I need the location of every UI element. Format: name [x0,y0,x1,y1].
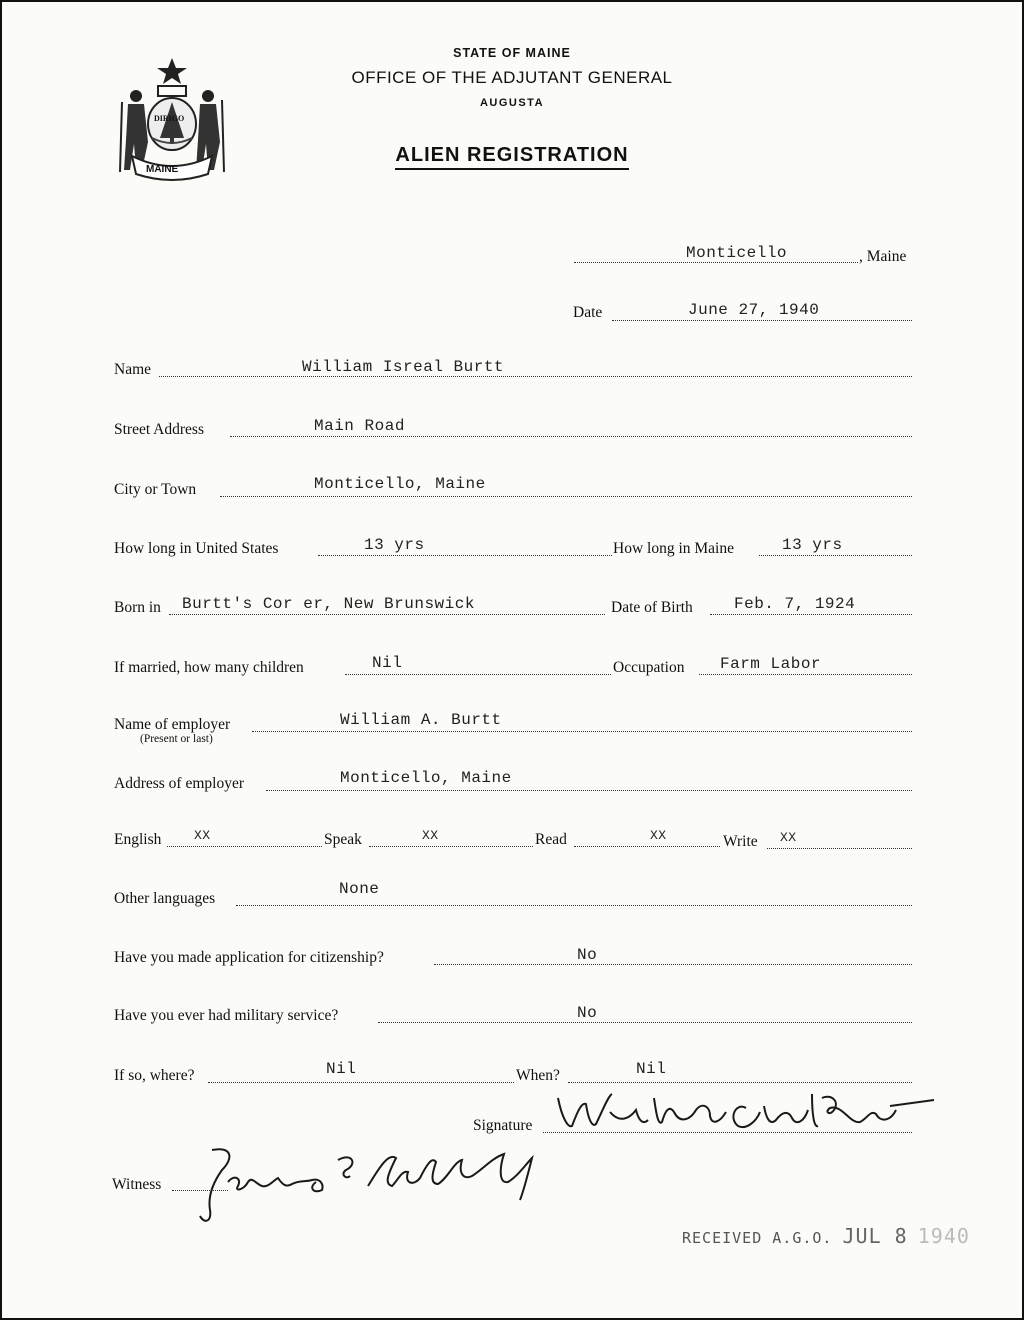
city-label: City or Town [114,481,197,498]
other-languages-value: None [339,880,380,898]
born-in-line [169,614,605,615]
seal-motto: DIRIGO [154,114,185,123]
military-line [378,1022,912,1023]
employer-label: Name of employer [114,716,231,733]
where-label: If so, where? [114,1067,195,1084]
street-value: Main Road [314,417,405,435]
stamp-year: 1940 [917,1224,970,1248]
citizenship-label: Have you made application for citizenship? [114,949,384,966]
place-line [574,262,858,263]
occupation-value: Farm Labor [720,655,822,673]
city-value: Monticello, Maine [314,475,486,493]
name-value: William Isreal Burtt [302,358,505,376]
employer-address-label: Address of employer [114,775,244,792]
place-value: Monticello [686,244,788,262]
dob-label: Date of Birth [611,599,693,616]
street-line [230,436,912,437]
speak-line [369,846,533,847]
where-value: Nil [326,1060,357,1078]
employer-line [252,731,912,732]
read-value: XX [650,828,667,843]
employer-address-line [266,790,912,791]
city-heading: AUGUSTA [479,97,545,109]
received-stamp [682,1224,970,1248]
how-long-maine-line [759,555,912,556]
children-line [345,674,611,675]
how-long-maine-label: How long in Maine [613,540,734,557]
dob-value: Feb. 7, 1924 [734,595,856,613]
date-value: June 27, 1940 [688,301,820,319]
how-long-us-label: How long in United States [114,540,279,557]
children-label: If married, how many children [114,659,304,676]
street-label: Street Address [114,421,204,438]
occupation-label: Occupation [613,659,685,676]
how-long-us-line [318,555,612,556]
english-label: English [114,831,162,848]
citizenship-value: No [577,946,598,964]
dob-line [710,614,912,615]
applicant-signature-icon [550,1088,940,1138]
where-line [208,1082,514,1083]
stamp-received: RECEIVED A.G.O. [682,1229,833,1247]
military-value: No [577,1004,598,1022]
witness-label: Witness [112,1176,162,1193]
other-languages-line [236,905,912,906]
how-long-us-value: 13 yrs [364,536,425,554]
state-heading: STATE OF MAINE [453,46,571,60]
children-value: Nil [372,654,403,672]
date-label: Date [573,304,603,321]
form-title: ALIEN REGISTRATION [302,144,722,167]
read-line [574,846,720,847]
write-value: XX [780,830,797,845]
employer-sublabel: (Present or last) [140,733,213,745]
write-label: Write [723,833,758,850]
signature-label: Signature [473,1117,533,1134]
other-languages-label: Other languages [114,890,216,907]
occupation-line [699,674,912,675]
how-long-maine-value: 13 yrs [782,536,843,554]
write-line [767,848,912,849]
english-line [167,846,322,847]
date-line [612,320,912,321]
seal-label: MAINE [146,164,179,175]
employer-address-value: Monticello, Maine [340,769,512,787]
place-suffix: , Maine [859,248,907,265]
speak-value: XX [422,828,439,843]
name-line [159,376,912,377]
stamp-date: JUL 8 [842,1224,908,1248]
employer-value: William A. Burtt [340,711,502,729]
when-label: When? [516,1067,560,1084]
military-label: Have you ever had military service? [114,1007,339,1024]
citizenship-line [434,964,912,965]
born-in-value: Burtt's Cor er, New Brunswick [182,595,475,613]
speak-label: Speak [324,831,362,848]
born-in-label: Born in [114,599,161,616]
when-value: Nil [636,1060,667,1078]
witness-signature-icon [182,1140,552,1230]
city-line [220,496,912,497]
when-line [568,1082,912,1083]
read-label: Read [535,831,567,848]
name-label: Name [114,361,152,378]
english-value: XX [194,828,211,843]
office-heading: OFFICE OF THE ADJUTANT GENERAL [351,68,673,87]
